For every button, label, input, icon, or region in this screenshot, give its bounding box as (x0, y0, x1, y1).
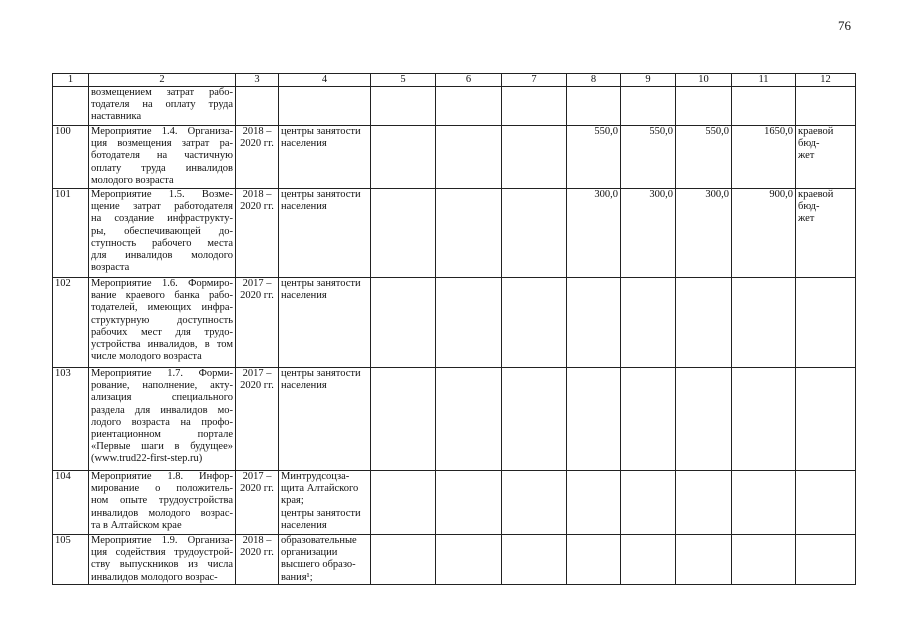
value-cell-c6 (436, 471, 502, 535)
table-row (53, 471, 856, 535)
row-number: 101 (53, 189, 89, 278)
executor (279, 368, 371, 471)
text-line: 2017 – (242, 368, 272, 379)
text-line: ция возмещения затрат ра- (91, 138, 233, 150)
value-cell-c9 (621, 278, 676, 368)
value-cell-c7 (502, 368, 567, 471)
column-number: 8 (567, 74, 621, 87)
funding-source (796, 278, 856, 368)
text-line: ализация специального (91, 392, 233, 404)
text-line: 2018 – (242, 535, 272, 546)
value-cell-c11: 900,0 (732, 189, 796, 278)
text-line: оплату труда инвалидов (91, 162, 233, 174)
text-line: для инвалидов молодого (91, 250, 233, 262)
funding-source (796, 87, 856, 126)
value-cell-c5 (371, 278, 436, 368)
value-cell-c9: 550,0 (621, 126, 676, 189)
text-line: высшего образо- (281, 559, 356, 571)
value-cell-c5 (371, 87, 436, 126)
text-line: населения (281, 290, 327, 302)
value-cell-c5 (371, 126, 436, 189)
text-line: ном опыте трудоустройства (91, 495, 233, 507)
value-cell-c6 (436, 189, 502, 278)
implementation-period (236, 126, 279, 189)
text-line: Мероприятие 1.4. Организа- (91, 126, 233, 137)
text-line: центры занятости (281, 189, 361, 200)
text-line: щита Алтайского (281, 483, 359, 495)
table-row (53, 189, 856, 278)
value-cell-c7 (502, 471, 567, 535)
text-line: та в Алтайском крае (91, 519, 182, 531)
text-line: ству выпускников из числа (91, 559, 233, 571)
text-line: Мероприятие 1.8. Инфор- (91, 471, 233, 482)
value-cell-c8: 550,0 (567, 126, 621, 189)
value-cell-c6 (436, 126, 502, 189)
value-cell-c5 (371, 471, 436, 535)
text-line: инвалидов молодого возрас- (91, 571, 218, 583)
value-cell-c6 (436, 535, 502, 585)
text-line: щение затрат работодателя (91, 201, 233, 213)
executor (279, 535, 371, 585)
text-line: наставника (91, 111, 142, 123)
text-line: края; (281, 495, 304, 507)
text-line: раздела для инвалидов мо- (91, 404, 233, 416)
text-line: центры занятости (281, 368, 361, 379)
value-cell-c7 (502, 535, 567, 585)
text-line: 2017 – (242, 471, 272, 482)
value-cell-c10 (676, 87, 732, 126)
row-number: 105 (53, 535, 89, 585)
value-cell-c8 (567, 471, 621, 535)
column-number: 2 (89, 74, 236, 87)
implementation-period (236, 368, 279, 471)
text-line: ры, обеспечивающей до- (91, 225, 233, 237)
table-row (53, 87, 856, 126)
column-number: 1 (53, 74, 89, 87)
executor (279, 189, 371, 278)
text-line: центры занятости (281, 507, 361, 519)
table-row (53, 126, 856, 189)
text-line: инвалидов молодого возрас- (91, 507, 233, 519)
implementation-period (236, 189, 279, 278)
table-row (53, 535, 856, 585)
implementation-period (236, 471, 279, 535)
funding-source (796, 368, 856, 471)
funding-source (796, 126, 856, 189)
text-line: 2018 – (242, 189, 272, 200)
value-cell-c11 (732, 471, 796, 535)
value-cell-c8 (567, 278, 621, 368)
text-line: устройства инвалидов, в том (91, 339, 233, 351)
text-line: вания¹; (281, 571, 313, 583)
activity-name (89, 87, 236, 126)
text-line: населения (281, 380, 327, 392)
text-line: центры занятости (281, 278, 361, 289)
value-cell-c10: 300,0 (676, 189, 732, 278)
text-line: 2018 – (242, 126, 272, 137)
text-line: (www.trud22-first-step.ru) (91, 453, 203, 465)
implementation-period (236, 535, 279, 585)
column-number: 10 (676, 74, 732, 87)
text-line: центры занятости (281, 126, 361, 137)
text-line: краевой бюд- (798, 189, 834, 213)
value-cell-c9 (621, 368, 676, 471)
value-cell-c5 (371, 189, 436, 278)
value-cell-c10: 550,0 (676, 126, 732, 189)
value-cell-c11 (732, 87, 796, 126)
value-cell-c8 (567, 368, 621, 471)
executor (279, 87, 371, 126)
value-cell-c10 (676, 368, 732, 471)
row-number (53, 87, 89, 126)
table-row (53, 368, 856, 471)
text-line: жет (798, 213, 815, 225)
value-cell-c5 (371, 368, 436, 471)
activity-name (89, 189, 236, 278)
value-cell-c5 (371, 535, 436, 585)
text-line: мирование о положитель- (91, 483, 233, 495)
text-line: «Первые шаги в будущее» (91, 441, 233, 453)
funding-source (796, 535, 856, 585)
value-cell-c9 (621, 471, 676, 535)
value-cell-c8: 300,0 (567, 189, 621, 278)
value-cell-c10 (676, 535, 732, 585)
text-line: ция содействия трудоустрой- (91, 547, 233, 559)
value-cell-c8 (567, 87, 621, 126)
text-line: Мероприятие 1.9. Организа- (91, 535, 233, 546)
column-number: 6 (436, 74, 502, 87)
executor (279, 278, 371, 368)
value-cell-c6 (436, 87, 502, 126)
column-number: 9 (621, 74, 676, 87)
text-line: Мероприятие 1.7. Форми- (91, 368, 233, 379)
value-cell-c11 (732, 368, 796, 471)
text-line: риентационном портале (91, 429, 233, 441)
column-number: 4 (279, 74, 371, 87)
column-number: 3 (236, 74, 279, 87)
text-line: населения (281, 519, 327, 531)
text-line: Мероприятие 1.5. Возме- (91, 189, 233, 200)
value-cell-c11 (732, 535, 796, 585)
column-number: 5 (371, 74, 436, 87)
activity-name (89, 471, 236, 535)
row-number: 104 (53, 471, 89, 535)
page-number: 76 (838, 18, 851, 33)
text-line: молодого возраста (91, 174, 174, 186)
funding-source (796, 471, 856, 535)
text-line: рование, наполнение, акту- (91, 380, 233, 392)
value-cell-c10 (676, 471, 732, 535)
text-line: 2020 гг. (240, 483, 274, 495)
row-number: 100 (53, 126, 89, 189)
text-line: 2017 – (242, 278, 272, 289)
value-cell-c10 (676, 278, 732, 368)
text-line: числе молодого возраста (91, 351, 202, 363)
implementation-period (236, 87, 279, 126)
text-line: ступность рабочего места (91, 237, 233, 249)
text-line: жет (798, 150, 815, 162)
value-cell-c7 (502, 126, 567, 189)
text-line: краевой бюд- (798, 126, 834, 150)
text-line: тодателей, имеющих инфра- (91, 302, 233, 314)
implementation-period (236, 278, 279, 368)
text-line: ботодателя на частичную (91, 150, 233, 162)
text-line: населения (281, 201, 327, 213)
value-cell-c6 (436, 368, 502, 471)
activity-name (89, 278, 236, 368)
row-number: 103 (53, 368, 89, 471)
activity-name (89, 535, 236, 585)
text-line: 2020 гг. (240, 380, 274, 392)
column-number: 7 (502, 74, 567, 87)
executor (279, 471, 371, 535)
text-line: структурную доступность (91, 314, 233, 326)
executor (279, 126, 371, 189)
column-number: 12 (796, 74, 856, 87)
text-line: тодателя на оплату труда (91, 99, 233, 111)
text-line: Минтрудсоцза- (281, 471, 350, 482)
value-cell-c9 (621, 535, 676, 585)
value-cell-c7 (502, 278, 567, 368)
text-line: 2020 гг. (240, 290, 274, 302)
text-line: организации (281, 547, 338, 559)
value-cell-c11 (732, 278, 796, 368)
row-number: 102 (53, 278, 89, 368)
value-cell-c8 (567, 535, 621, 585)
text-line: 2020 гг. (240, 138, 274, 150)
activity-name (89, 368, 236, 471)
text-line: Мероприятие 1.6. Формиро- (91, 278, 233, 289)
funding-source (796, 189, 856, 278)
text-line: 2020 гг. (240, 547, 274, 559)
value-cell-c7 (502, 189, 567, 278)
column-number-row (53, 74, 856, 87)
text-line: вание краевого банка рабо- (91, 290, 233, 302)
text-line: лодого возраста на профо- (91, 416, 233, 428)
value-cell-c9 (621, 87, 676, 126)
text-line: возраста (91, 262, 130, 274)
activities-table (52, 73, 856, 585)
table-body (53, 87, 856, 585)
activity-name (89, 126, 236, 189)
text-line: рабочих мест для трудо- (91, 326, 233, 338)
text-line: на создание инфраструкту- (91, 213, 233, 225)
value-cell-c11: 1650,0 (732, 126, 796, 189)
column-number: 11 (732, 74, 796, 87)
text-line: образовательные (281, 535, 357, 546)
text-line: возмещением затрат рабо- (91, 87, 233, 98)
value-cell-c7 (502, 87, 567, 126)
value-cell-c6 (436, 278, 502, 368)
text-line: населения (281, 138, 327, 150)
table-row (53, 278, 856, 368)
value-cell-c9: 300,0 (621, 189, 676, 278)
text-line: 2020 гг. (240, 201, 274, 213)
